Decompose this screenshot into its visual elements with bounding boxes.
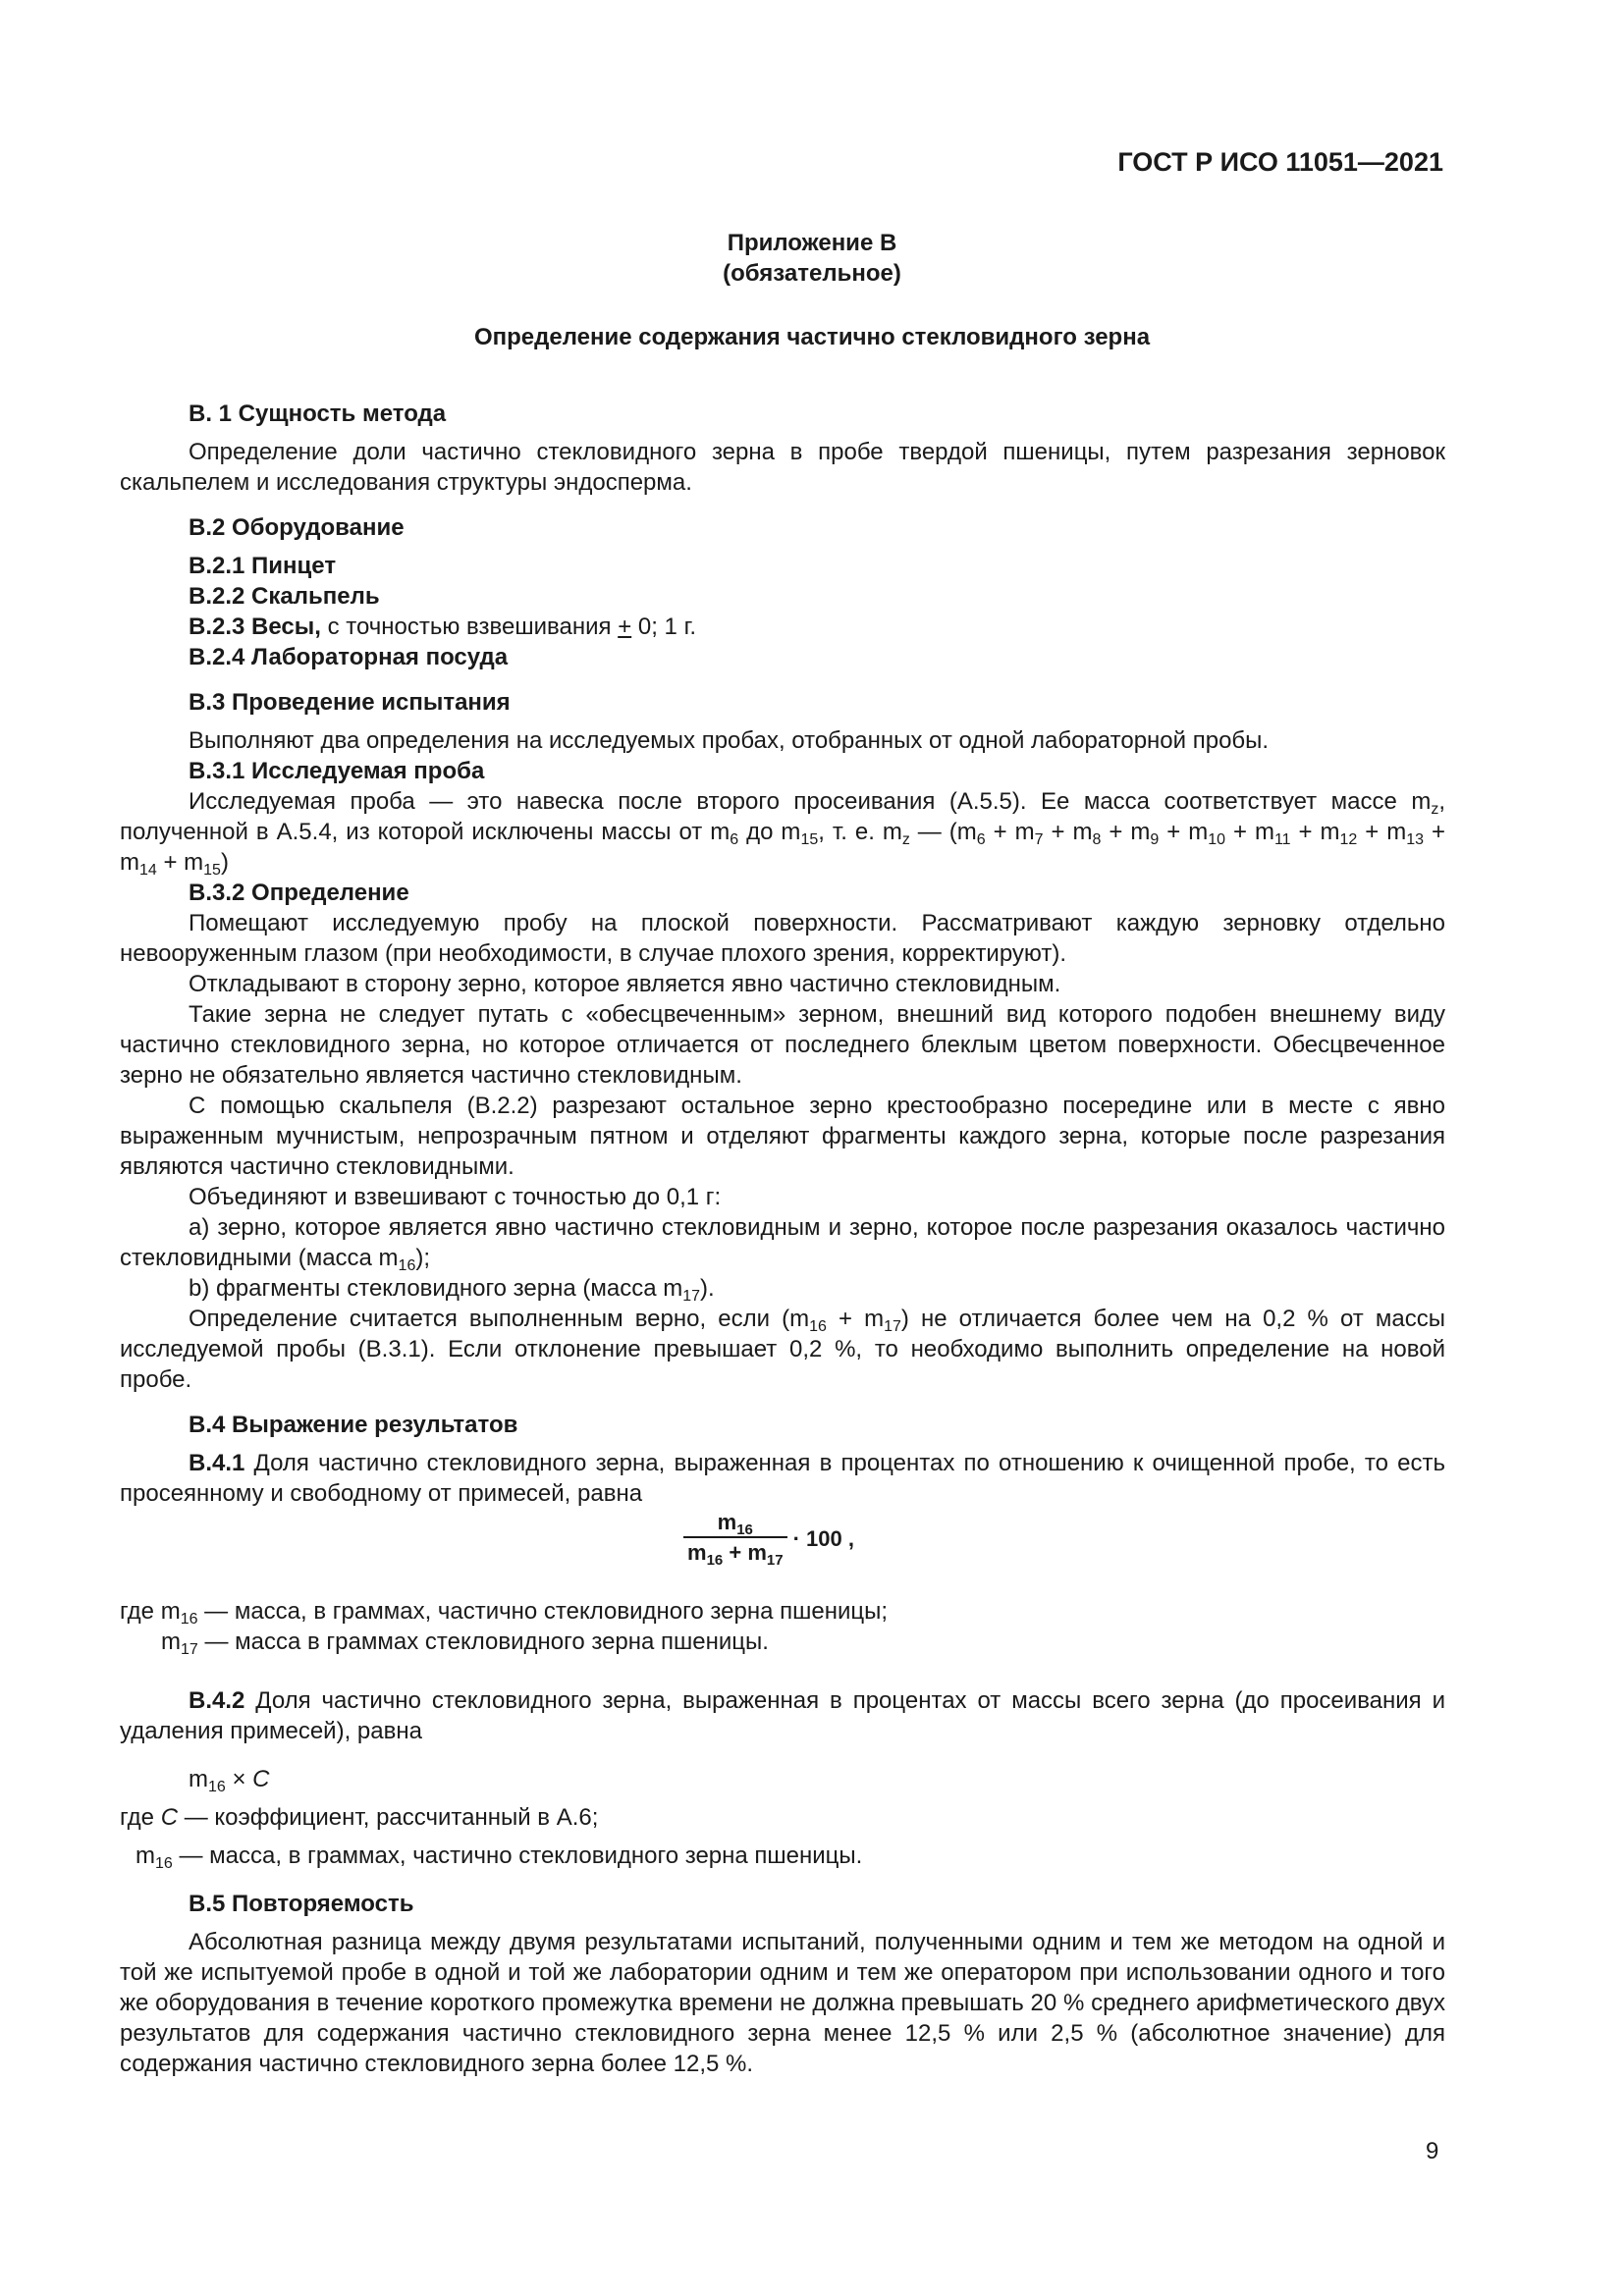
section-b3 <box>120 687 1445 1395</box>
list-item: а) зерно, которое является явно частично стекловидным и зерно, которое после разрезания оказалось частично стекловидными (масса $m_{16}$); <box>120 1214 1445 1274</box>
formula-b42-legend <box>120 1802 1445 1871</box>
section-b4 <box>120 1410 1445 1509</box>
section-b2 <box>120 512 1445 672</box>
annex-heading: Определение содержания частично стекловидного зерна <box>473 324 1151 350</box>
page-number: 9 <box>1426 2138 1439 2164</box>
document-header: ГОСТ Р ИСО 11051—2021 <box>1117 147 1443 177</box>
section-b1 <box>120 399 1445 498</box>
legend-line: $m_{16}$ — масса, в граммах, частично стекловидного зерна пшеницы. <box>135 1842 863 1872</box>
formula-b42: $m_{16} \times C$ <box>189 1766 270 1795</box>
paragraph: Такие зерна не следует путать с «обесцвеченным» зерном, внешний вид которого подобен внешнему виду частично стекловидного зерна, но которое отличается от последнего блеклым цветом поверхности. Обесцвеченное зерно не обязательно является частично стекловидным. <box>120 1001 1445 1089</box>
paragraph: В.4.2 Доля частично стекловидного зерна, выраженная в процентах от массы всего зерна (до просеивания и удаления примесей), равна <box>120 1687 1445 1744</box>
subsection-b42 <box>120 1685 1445 1794</box>
formula-multiplier: · 100 , <box>792 1525 854 1551</box>
paragraph: Выполняют два определения на исследуемых пробах, отобранных от одной лабораторной пробы. <box>189 727 1270 754</box>
fraction <box>683 1509 787 1568</box>
paragraph: Исследуемая проба — это навеска после второго просеивания (А.5.5). Ее масса соответствует массе $m_z$, полученной в А.5.4, из которой исключены массы от $m_6$ до $m_{15}$, т. е. $m_z$ — $(m_6 + m_7 + m_8 + m_9 + m_{10} + m_{11} + m_{12} + m_{13} + m_{14} + m_{15})$ <box>120 788 1446 879</box>
annex-status: (обязательное) <box>723 260 901 287</box>
subsection-heading: В.3.2 Определение <box>189 880 409 906</box>
paragraph: Помещают исследуемую пробу на плоской поверхности. Рассматривают каждую зерновку отдельно невооруженным глазом (при необходимости, в случае плохого зрения, корректируют). <box>120 910 1445 967</box>
list-item: b) фрагменты стекловидного зерна (масса $m_{17}$). <box>189 1275 715 1305</box>
legend-line: $m_{17}$ — масса в граммах стекловидного зерна пшеницы. <box>161 1629 769 1658</box>
section-heading: В.3 Проведение испытания <box>189 689 511 716</box>
section-heading: В.5 Повторяемость <box>189 1891 414 1917</box>
paragraph: Откладывают в сторону зерно, которое является явно частично стекловидным. <box>189 971 1061 997</box>
formula-b41 <box>683 1509 854 1568</box>
section-heading: В.2 Оборудование <box>189 514 405 541</box>
paragraph: Объединяют и взвешивают с точностью до 0,1 г: <box>189 1184 722 1210</box>
section-heading: В. 1 Сущность метода <box>189 400 447 427</box>
section-heading: В.4 Выражение результатов <box>189 1412 518 1438</box>
paragraph: В.4.1 Доля частично стекловидного зерна, выраженная в процентах по отношению к очищенной пробе, то есть просеянному и свободному от примесей, равна <box>120 1450 1445 1507</box>
paragraph: Абсолютная разница между двумя результатами испытаний, полученными одним и тем же методом на одной и той же испытуемой пробе в одной и той же лаборатории одним и тем же оператором при использовании одного и того же оборудования в течение короткого промежутка времени не должна превышать 20 % среднего арифметического двух результатов для содержания частично стекловидного зерна менее 12,5 % или 2,5 % (абсолютное значение) для содержания частично стекловидного зерна более 12,5 %. <box>120 1929 1445 2077</box>
subsection-heading: В.3.1 Исследуемая проба <box>189 758 485 784</box>
fraction-denominator: $m_{16} + m_{17}$ <box>687 1540 784 1569</box>
paragraph: Определение считается выполненным верно, если $(m_{16} + m_{17})$ не отличается более чем на 0,2 % от массы исследуемой пробы (В.3.1). Если отклонение превышает 0,2 %, то необходимо выполнить определение на новой пробе. <box>120 1306 1445 1393</box>
legend-line: где $m_{16}$ — масса, в граммах, частично стекловидного зерна пшеницы; <box>120 1598 889 1628</box>
equipment-item: В.2.2 Скальпель <box>189 583 380 610</box>
formula-b41-legend <box>120 1596 1445 1657</box>
legend-line: где C — коэффициент, рассчитанный в А.6; <box>120 1804 599 1831</box>
annex-title: Приложение В <box>727 230 897 256</box>
paragraph: С помощью скальпеля (В.2.2) разрезают остальное зерно крестообразно посередине или в месте с явно выраженным мучнистым, непрозрачным пятном и отделяют фрагменты каждого зерна, которые после разрезания являются частично стекловидными. <box>120 1093 1445 1180</box>
section-b5 <box>120 1889 1445 2079</box>
equipment-item: В.2.3 Весы, с точностью взвешивания + 0; 1 г. <box>189 614 697 640</box>
fraction-numerator: $m_{16}$ <box>683 1509 787 1538</box>
paragraph: Определение доли частично стекловидного зерна в пробе твердой пшеницы, путем разрезания зерновок скальпелем и исследования структуры эндосперма. <box>120 439 1445 496</box>
equipment-item: В.2.4 Лабораторная посуда <box>189 644 509 670</box>
equipment-item: В.2.1 Пинцет <box>189 553 337 579</box>
